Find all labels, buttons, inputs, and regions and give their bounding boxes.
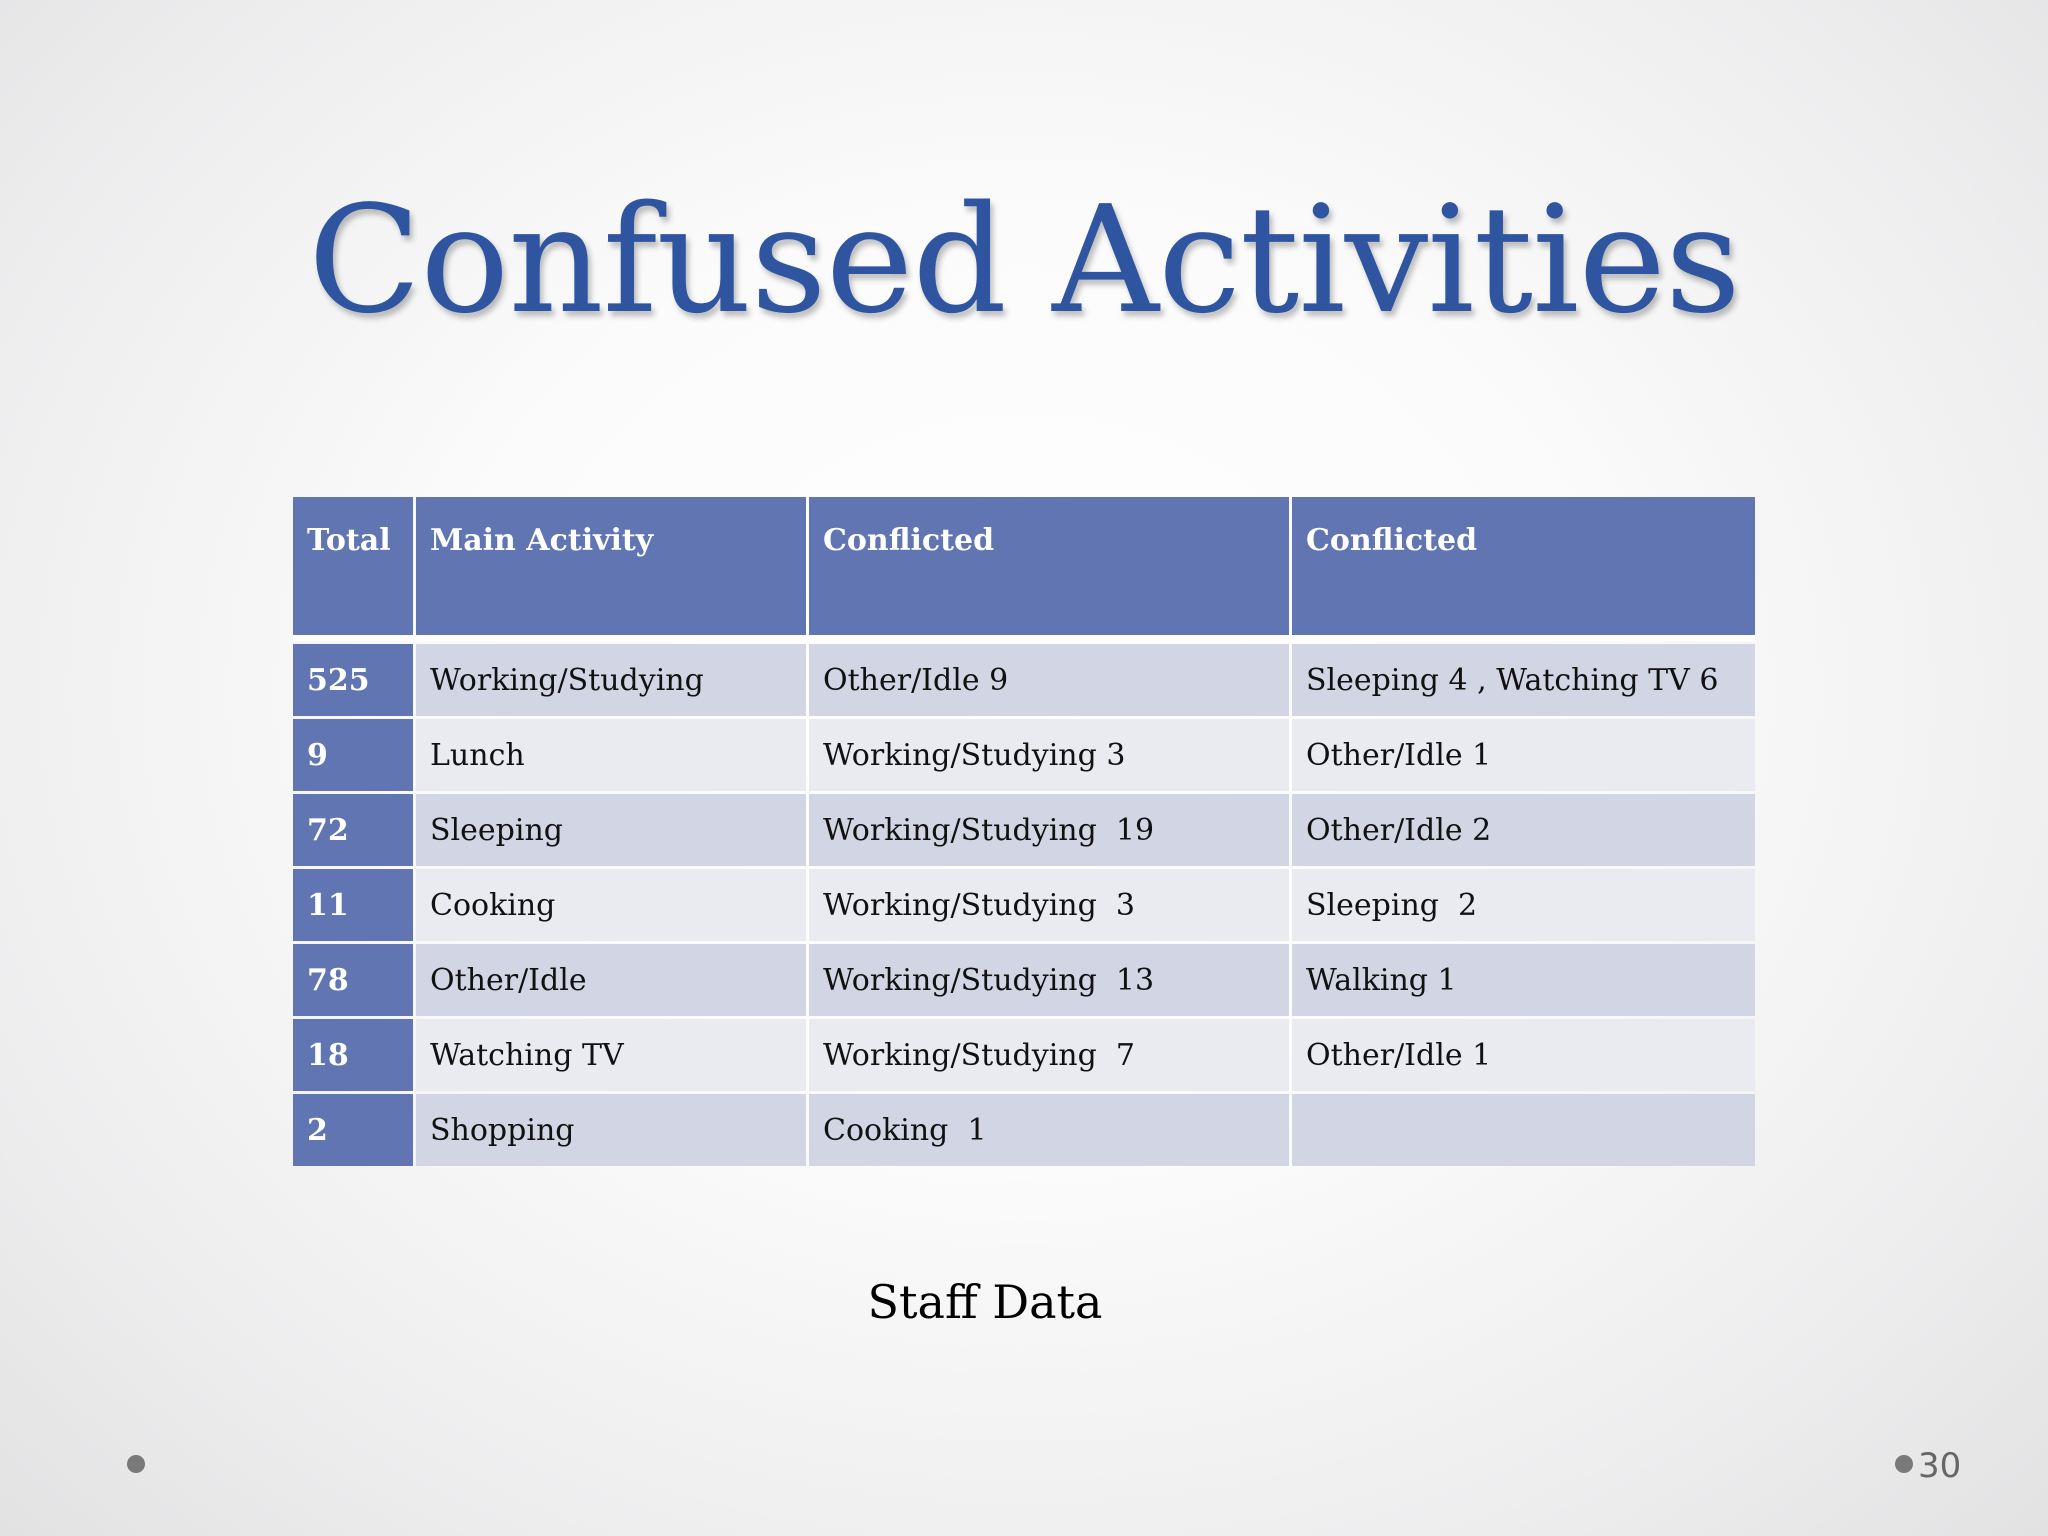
footer-right-dot-icon: [1895, 1455, 1913, 1473]
cell-conflicted-1: Working/Studying 3: [809, 869, 1289, 941]
cell-main-activity: Cooking: [416, 869, 806, 941]
cell-total: 2: [293, 1094, 413, 1166]
table-header-row: [293, 497, 1755, 641]
table-caption: Staff Data: [867, 1275, 1103, 1329]
cell-total: 72: [293, 794, 413, 866]
cell-main-activity: Shopping: [416, 1094, 806, 1166]
cell-conflicted-1: Other/Idle 9: [809, 644, 1289, 716]
cell-conflicted-2: Other/Idle 2: [1292, 794, 1755, 866]
cell-conflicted-1: Working/Studying 19: [809, 794, 1289, 866]
cell-conflicted-2: [1292, 1094, 1755, 1166]
cell-main-activity: Sleeping: [416, 794, 806, 866]
header-main-activity: Main Activity: [416, 497, 806, 641]
cell-conflicted-2: Sleeping 2: [1292, 869, 1755, 941]
table-row: [293, 794, 1755, 866]
header-conflicted-1: Conflicted: [809, 497, 1289, 641]
page-number: 30: [1918, 1446, 1962, 1486]
cell-total: 11: [293, 869, 413, 941]
cell-conflicted-1: Working/Studying 7: [809, 1019, 1289, 1091]
cell-main-activity: Watching TV: [416, 1019, 806, 1091]
slide-title: Confused Activities: [308, 174, 1740, 346]
cell-conflicted-1: Cooking 1: [809, 1094, 1289, 1166]
header-total: Total: [293, 497, 413, 641]
table-row: [293, 644, 1755, 716]
table-row: [293, 869, 1755, 941]
activity-table: [290, 494, 1758, 1169]
cell-main-activity: Other/Idle: [416, 944, 806, 1016]
cell-conflicted-2: Walking 1: [1292, 944, 1755, 1016]
footer-left-dot-icon: [127, 1455, 145, 1473]
cell-main-activity: Working/Studying: [416, 644, 806, 716]
table-row: [293, 719, 1755, 791]
cell-total: 78: [293, 944, 413, 1016]
table-row: [293, 1019, 1755, 1091]
cell-conflicted-1: Working/Studying 13: [809, 944, 1289, 1016]
cell-total: 525: [293, 644, 413, 716]
header-conflicted-2: Conflicted: [1292, 497, 1755, 641]
cell-main-activity: Lunch: [416, 719, 806, 791]
cell-total: 18: [293, 1019, 413, 1091]
cell-total: 9: [293, 719, 413, 791]
cell-conflicted-2: Other/Idle 1: [1292, 1019, 1755, 1091]
cell-conflicted-1: Working/Studying 3: [809, 719, 1289, 791]
cell-conflicted-2: Other/Idle 1: [1292, 719, 1755, 791]
table-row: [293, 944, 1755, 1016]
table-row: [293, 1094, 1755, 1166]
cell-conflicted-2: Sleeping 4 , Watching TV 6: [1292, 644, 1755, 716]
